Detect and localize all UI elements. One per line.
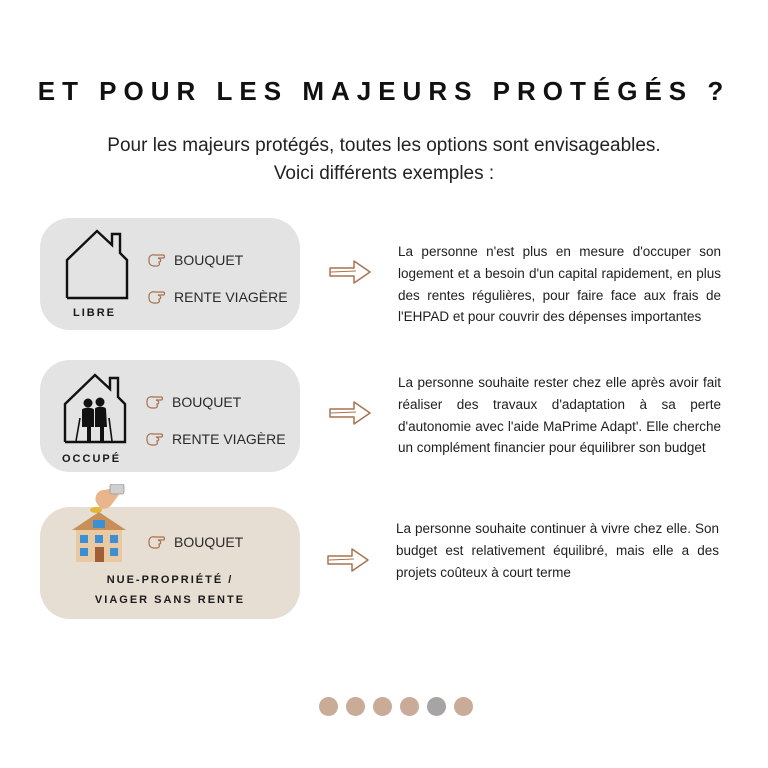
pagination-dot-active[interactable]: [427, 697, 446, 716]
house-with-elderly-couple-icon: [62, 372, 128, 444]
description-nue-propriete: La personne souhaite continuer à vivre chez elle. Son budget est relativement équilibré, mais elle a des projets coûteux à court terme: [396, 521, 719, 580]
pagination-dot[interactable]: [400, 697, 419, 716]
intro-text: [0, 132, 768, 188]
option-bouquet: [147, 532, 243, 552]
intro-line-2: Voici différents exemples :: [273, 163, 495, 184]
description-libre: La personne n'est plus en mesure d'occuper son logement et a besoin d'un capital rapidement, en plus des rentes régulières, pour faire face aux frais de l'EHPAD et pour couvrir des dépenses importantes: [398, 244, 721, 325]
right-arrow-icon: [328, 399, 372, 427]
empty-house-icon: [64, 228, 130, 300]
option-rente-viagere: [145, 429, 286, 449]
right-arrow-icon: [326, 546, 370, 574]
pagination-dot[interactable]: [454, 697, 473, 716]
pagination-dot[interactable]: [346, 697, 365, 716]
pointing-hand-icon: [145, 392, 165, 412]
option-bouquet: [145, 392, 241, 412]
description-occupe: La personne souhaite rester chez elle après avoir fait réaliser des travaux d'adaptation à sa perte d'autonomie avec l'aide MaPrime Adapt'. Elle cherche un complément financier pour équilibrer son budget: [398, 375, 721, 456]
card-occupe: [40, 360, 300, 472]
intro-line-1: Pour les majeurs protégés, toutes les options sont envisageables.: [107, 135, 661, 156]
card-label-line-2: VIAGER SANS RENTE: [94, 594, 246, 606]
pointing-hand-icon: [147, 287, 167, 307]
pagination-dot[interactable]: [373, 697, 392, 716]
option-label: BOUQUET: [174, 252, 244, 268]
card-label-line-1: NUE-PROPRIÉTÉ /: [106, 574, 234, 586]
card-label-libre: LIBRE: [73, 307, 116, 319]
card-label-occupe: OCCUPÉ: [62, 453, 122, 465]
pagination-dot[interactable]: [319, 697, 338, 716]
option-bouquet: [147, 250, 243, 270]
card-libre: [40, 218, 300, 330]
option-label: RENTE VIAGÈRE: [174, 289, 288, 305]
pointing-hand-icon: [145, 429, 165, 449]
option-label: BOUQUET: [172, 394, 242, 410]
option-label: RENTE VIAGÈRE: [172, 431, 286, 447]
page-title: ET POUR LES MAJEURS PROTÉGÉS ?: [37, 76, 731, 106]
pagination-dots: [319, 697, 473, 716]
right-arrow-icon: [328, 258, 372, 286]
pointing-hand-icon: [147, 250, 167, 270]
pointing-hand-icon: [147, 532, 167, 552]
house-with-money-hand-icon: [66, 484, 132, 566]
card-label-nue-propriete: [40, 570, 300, 610]
option-label: BOUQUET: [174, 534, 244, 550]
option-rente-viagere: [147, 287, 288, 307]
